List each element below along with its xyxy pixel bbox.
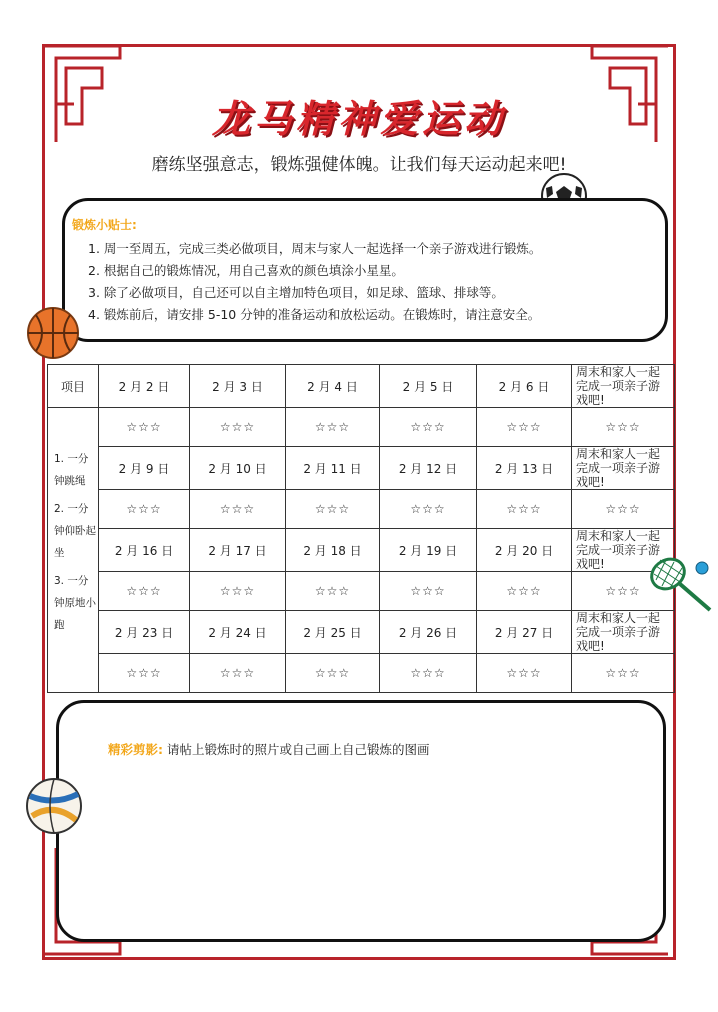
date-cell: 2 月 4 日 [286, 365, 380, 408]
star-cell[interactable]: ☆☆☆ [380, 490, 477, 529]
tip-item: 2. 根据自己的锻炼情况，用自己喜欢的颜色填涂小星星。 [88, 263, 404, 278]
star-cell[interactable]: ☆☆☆ [190, 654, 286, 693]
date-cell: 2 月 25 日 [286, 611, 380, 654]
star-cell[interactable]: ☆☆☆ [190, 408, 286, 447]
date-cell: 2 月 3 日 [190, 365, 286, 408]
item-running: 3. 一分钟原地小跑 [54, 575, 96, 631]
star-cell[interactable]: ☆☆☆ [572, 490, 675, 529]
page-subtitle: 磨练坚强意志，锻炼强健体魄。让我们每天运动起来吧! [151, 155, 567, 175]
date-cell: 2 月 20 日 [477, 529, 572, 572]
star-cell[interactable]: ☆☆☆ [99, 572, 190, 611]
item-sit-ups: 2. 一分钟仰卧起坐 [54, 503, 96, 559]
date-cell: 2 月 6 日 [477, 365, 572, 408]
star-cell[interactable]: ☆☆☆ [99, 408, 190, 447]
tip-item: 1. 周一至周五，完成三类必做项目，周末与家人一起选择一个亲子游戏进行锻炼。 [88, 241, 542, 256]
star-cell[interactable]: ☆☆☆ [572, 572, 675, 611]
date-cell: 2 月 5 日 [380, 365, 477, 408]
weekend-cell: 周末和家人一起完成一项亲子游戏吧! [572, 611, 675, 654]
table-row [48, 572, 675, 611]
date-cell: 2 月 13 日 [477, 447, 572, 490]
items-cell [48, 408, 99, 693]
date-cell: 2 月 27 日 [477, 611, 572, 654]
star-cell[interactable]: ☆☆☆ [99, 490, 190, 529]
star-cell[interactable]: ☆☆☆ [286, 408, 380, 447]
weekend-cell: 周末和家人一起完成一项亲子游戏吧! [572, 529, 675, 572]
photo-instruction: 请帖上锻炼时的照片或自己画上自己锻炼的图画 [166, 742, 430, 757]
date-cell: 2 月 17 日 [190, 529, 286, 572]
date-cell: 2 月 2 日 [99, 365, 190, 408]
volleyball-icon [24, 776, 84, 836]
star-cell[interactable]: ☆☆☆ [190, 490, 286, 529]
exercise-table [47, 364, 675, 693]
table-row [48, 654, 675, 693]
tennis-racket-icon [646, 554, 716, 614]
star-cell[interactable]: ☆☆☆ [477, 572, 572, 611]
star-cell[interactable]: ☆☆☆ [477, 408, 572, 447]
date-cell: 2 月 12 日 [380, 447, 477, 490]
date-cell: 2 月 9 日 [99, 447, 190, 490]
star-cell[interactable]: ☆☆☆ [380, 654, 477, 693]
photo-box[interactable] [56, 700, 666, 942]
table-row [48, 408, 675, 447]
page-title: 龙马精神爱运动 [211, 96, 506, 141]
table-row [48, 611, 675, 654]
star-cell[interactable]: ☆☆☆ [572, 654, 675, 693]
table-row [48, 529, 675, 572]
star-cell[interactable]: ☆☆☆ [99, 654, 190, 693]
star-cell[interactable]: ☆☆☆ [190, 572, 286, 611]
photo-label-heading: 精彩剪影: [108, 742, 163, 757]
star-cell[interactable]: ☆☆☆ [286, 572, 380, 611]
item-header: 项目 [48, 365, 99, 408]
weekend-cell: 周末和家人一起完成一项亲子游戏吧! [572, 447, 675, 490]
date-cell: 2 月 24 日 [190, 611, 286, 654]
date-cell: 2 月 16 日 [99, 529, 190, 572]
tips-list [88, 238, 658, 326]
star-cell[interactable]: ☆☆☆ [286, 490, 380, 529]
basketball-icon [26, 306, 80, 360]
star-cell[interactable]: ☆☆☆ [477, 490, 572, 529]
date-cell: 2 月 11 日 [286, 447, 380, 490]
date-cell: 2 月 26 日 [380, 611, 477, 654]
date-cell: 2 月 10 日 [190, 447, 286, 490]
star-cell[interactable]: ☆☆☆ [380, 572, 477, 611]
date-cell: 2 月 23 日 [99, 611, 190, 654]
table-row [48, 490, 675, 529]
weekend-cell: 周末和家人一起完成一项亲子游戏吧! [572, 365, 675, 408]
star-cell[interactable]: ☆☆☆ [477, 654, 572, 693]
table-row [48, 447, 675, 490]
table-row [48, 365, 675, 408]
date-cell: 2 月 19 日 [380, 529, 477, 572]
star-cell[interactable]: ☆☆☆ [286, 654, 380, 693]
photo-label [108, 740, 430, 758]
tip-item: 4. 锻炼前后，请安排 5-10 分钟的准备运动和放松运动。在锻炼时，请注意安全。 [88, 307, 541, 322]
item-jump-rope: 1. 一分钟跳绳 [54, 453, 89, 487]
star-cell[interactable]: ☆☆☆ [572, 408, 675, 447]
tips-heading: 锻炼小贴士: [72, 218, 137, 232]
star-cell[interactable]: ☆☆☆ [380, 408, 477, 447]
tip-item: 3. 除了必做项目，自己还可以自主增加特色项目，如足球、篮球、排球等。 [88, 285, 504, 300]
date-cell: 2 月 18 日 [286, 529, 380, 572]
